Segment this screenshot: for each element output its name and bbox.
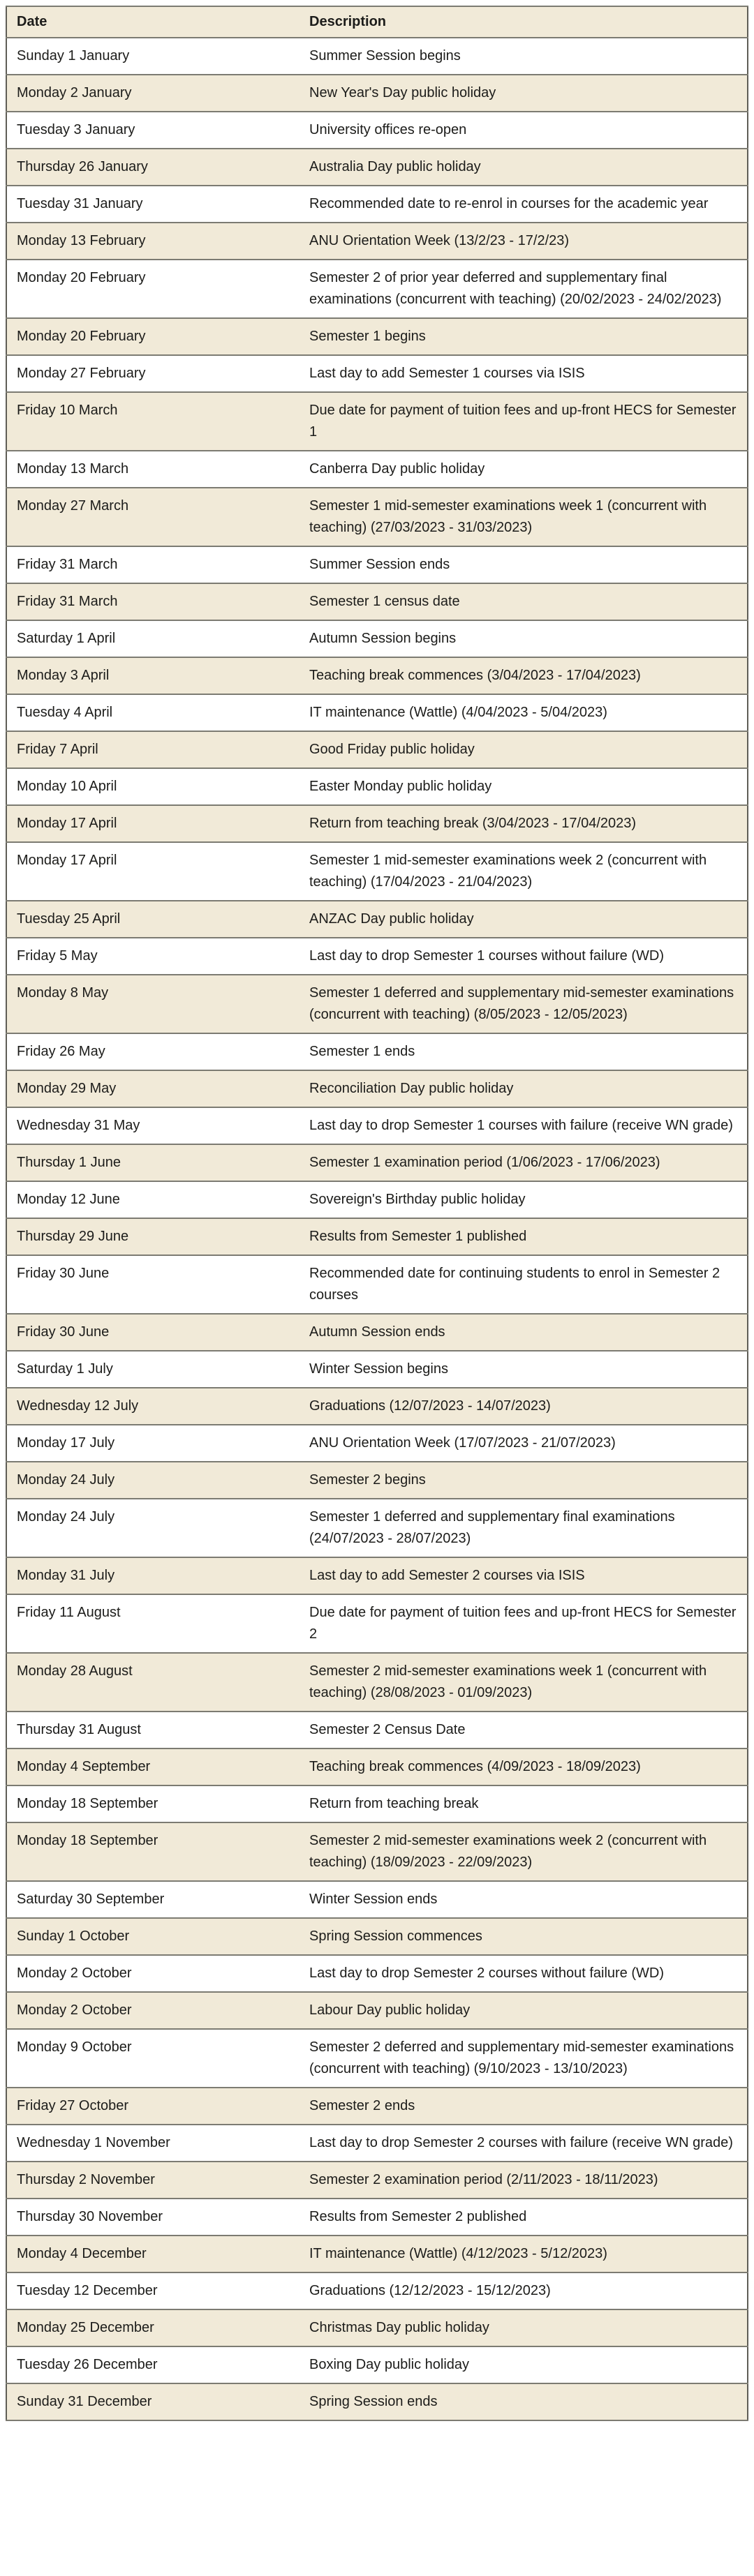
column-header-description: Description <box>300 6 748 38</box>
date-cell: Thursday 31 August <box>6 1712 300 1748</box>
date-cell: Monday 17 April <box>6 842 300 901</box>
date-cell: Monday 2 January <box>6 75 300 112</box>
table-row <box>6 1425 748 1462</box>
date-cell: Sunday 1 January <box>6 38 300 75</box>
date-cell: Saturday 30 September <box>6 1881 300 1918</box>
table-row <box>6 2029 748 2088</box>
date-cell: Monday 31 July <box>6 1557 300 1594</box>
date-cell: Friday 30 June <box>6 1255 300 1314</box>
table-row <box>6 1499 748 1557</box>
date-cell: Monday 13 March <box>6 451 300 488</box>
date-cell: Monday 27 February <box>6 355 300 392</box>
table-row <box>6 1033 748 1070</box>
description-cell: Good Friday public holiday <box>300 731 748 768</box>
table-row <box>6 938 748 975</box>
date-cell: Monday 18 September <box>6 1785 300 1822</box>
table-row <box>6 355 748 392</box>
table-row <box>6 2383 748 2420</box>
date-cell: Tuesday 12 December <box>6 2272 300 2309</box>
table-row <box>6 1388 748 1425</box>
header-row <box>6 6 748 38</box>
table-row <box>6 75 748 112</box>
description-cell: Last day to add Semester 1 courses via ISIS <box>300 355 748 392</box>
table-row <box>6 1070 748 1107</box>
description-cell: Winter Session begins <box>300 1351 748 1388</box>
description-cell: Semester 1 begins <box>300 318 748 355</box>
principal-dates-table <box>6 6 748 2421</box>
date-cell: Monday 2 October <box>6 1955 300 1992</box>
date-cell: Wednesday 1 November <box>6 2125 300 2162</box>
table-row <box>6 620 748 657</box>
date-cell: Thursday 29 June <box>6 1218 300 1255</box>
description-cell: Semester 1 examination period (1/06/2023 - 17/06/2023) <box>300 1144 748 1181</box>
table-row <box>6 731 748 768</box>
description-cell: Semester 1 deferred and supplementary mid-semester examinations (concurrent with teaching) (8/05/2023 - 12/05/2023) <box>300 975 748 1033</box>
description-cell: Return from teaching break <box>300 1785 748 1822</box>
table-row <box>6 1557 748 1594</box>
date-cell: Friday 30 June <box>6 1314 300 1351</box>
date-cell: Sunday 31 December <box>6 2383 300 2420</box>
table-row <box>6 2309 748 2346</box>
table-row <box>6 2125 748 2162</box>
table-row <box>6 975 748 1033</box>
date-cell: Wednesday 31 May <box>6 1107 300 1144</box>
date-cell: Friday 11 August <box>6 1594 300 1653</box>
description-cell: Due date for payment of tuition fees and up-front HECS for Semester 2 <box>300 1594 748 1653</box>
description-cell: Due date for payment of tuition fees and up-front HECS for Semester 1 <box>300 392 748 451</box>
date-cell: Monday 2 October <box>6 1992 300 2029</box>
description-cell: Easter Monday public holiday <box>300 768 748 805</box>
table-row <box>6 1748 748 1785</box>
table-row <box>6 1181 748 1218</box>
date-cell: Monday 27 March <box>6 488 300 546</box>
table-row <box>6 260 748 318</box>
description-cell: Christmas Day public holiday <box>300 2309 748 2346</box>
table-row <box>6 149 748 186</box>
date-cell: Monday 17 April <box>6 805 300 842</box>
description-cell: Last day to add Semester 2 courses via ISIS <box>300 1557 748 1594</box>
table-row <box>6 583 748 620</box>
table-row <box>6 1992 748 2029</box>
date-cell: Monday 17 July <box>6 1425 300 1462</box>
date-cell: Wednesday 12 July <box>6 1388 300 1425</box>
date-cell: Tuesday 31 January <box>6 186 300 223</box>
date-cell: Friday 10 March <box>6 392 300 451</box>
description-cell: Australia Day public holiday <box>300 149 748 186</box>
date-cell: Friday 7 April <box>6 731 300 768</box>
table-row <box>6 657 748 694</box>
table-row <box>6 2346 748 2383</box>
column-header-date: Date <box>6 6 300 38</box>
date-cell: Friday 5 May <box>6 938 300 975</box>
table-row <box>6 318 748 355</box>
table-row <box>6 2088 748 2125</box>
description-cell: Semester 2 mid-semester examinations week 2 (concurrent with teaching) (18/09/2023 - 22/09/2023) <box>300 1822 748 1881</box>
table-row <box>6 1918 748 1955</box>
description-cell: Semester 2 Census Date <box>300 1712 748 1748</box>
table-row <box>6 842 748 901</box>
date-cell: Friday 31 March <box>6 546 300 583</box>
date-cell: Monday 4 September <box>6 1748 300 1785</box>
date-cell: Saturday 1 July <box>6 1351 300 1388</box>
table-row <box>6 1107 748 1144</box>
description-cell: Semester 1 mid-semester examinations week 1 (concurrent with teaching) (27/03/2023 - 31/03/2023) <box>300 488 748 546</box>
table-row <box>6 1822 748 1881</box>
description-cell: Semester 2 examination period (2/11/2023 - 18/11/2023) <box>300 2162 748 2199</box>
description-cell: Semester 2 of prior year deferred and supplementary final examinations (concurrent with teaching) (20/02/2023 - 24/02/2023) <box>300 260 748 318</box>
description-cell: Autumn Session begins <box>300 620 748 657</box>
table-row <box>6 1144 748 1181</box>
date-cell: Friday 31 March <box>6 583 300 620</box>
date-cell: Thursday 26 January <box>6 149 300 186</box>
description-cell: Autumn Session ends <box>300 1314 748 1351</box>
description-cell: IT maintenance (Wattle) (4/12/2023 - 5/12/2023) <box>300 2236 748 2272</box>
date-cell: Monday 28 August <box>6 1653 300 1712</box>
description-cell: ANU Orientation Week (13/2/23 - 17/2/23) <box>300 223 748 260</box>
description-cell: New Year's Day public holiday <box>300 75 748 112</box>
table-row <box>6 392 748 451</box>
description-cell: University offices re-open <box>300 112 748 149</box>
table-row <box>6 1351 748 1388</box>
date-cell: Monday 4 December <box>6 2236 300 2272</box>
description-cell: Labour Day public holiday <box>300 1992 748 2029</box>
date-cell: Monday 20 February <box>6 260 300 318</box>
date-cell: Thursday 30 November <box>6 2199 300 2236</box>
table-row <box>6 2236 748 2272</box>
description-cell: Last day to drop Semester 2 courses without failure (WD) <box>300 1955 748 1992</box>
description-cell: Reconciliation Day public holiday <box>300 1070 748 1107</box>
description-cell: Summer Session begins <box>300 38 748 75</box>
description-cell: Boxing Day public holiday <box>300 2346 748 2383</box>
date-cell: Monday 8 May <box>6 975 300 1033</box>
description-cell: Spring Session commences <box>300 1918 748 1955</box>
description-cell: Last day to drop Semester 1 courses without failure (WD) <box>300 938 748 975</box>
date-cell: Monday 24 July <box>6 1499 300 1557</box>
description-cell: Canberra Day public holiday <box>300 451 748 488</box>
date-cell: Saturday 1 April <box>6 620 300 657</box>
date-cell: Monday 12 June <box>6 1181 300 1218</box>
table-row <box>6 1653 748 1712</box>
description-cell: Last day to drop Semester 1 courses with failure (receive WN grade) <box>300 1107 748 1144</box>
table-row <box>6 488 748 546</box>
description-cell: Semester 1 mid-semester examinations week 2 (concurrent with teaching) (17/04/2023 - 21/04/2023) <box>300 842 748 901</box>
description-cell: Semester 1 deferred and supplementary final examinations (24/07/2023 - 28/07/2023) <box>300 1499 748 1557</box>
description-cell: Summer Session ends <box>300 546 748 583</box>
table-row <box>6 694 748 731</box>
description-cell: Sovereign's Birthday public holiday <box>300 1181 748 1218</box>
date-cell: Monday 25 December <box>6 2309 300 2346</box>
description-cell: Semester 2 mid-semester examinations week 1 (concurrent with teaching) (28/08/2023 - 01/09/2023) <box>300 1653 748 1712</box>
table-row <box>6 2272 748 2309</box>
table-row <box>6 451 748 488</box>
table-row <box>6 223 748 260</box>
table-row <box>6 901 748 938</box>
date-cell: Friday 27 October <box>6 2088 300 2125</box>
description-cell: Winter Session ends <box>300 1881 748 1918</box>
description-cell: Semester 1 ends <box>300 1033 748 1070</box>
description-cell: Semester 2 ends <box>300 2088 748 2125</box>
date-cell: Thursday 1 June <box>6 1144 300 1181</box>
table-body <box>6 38 748 2420</box>
description-cell: Recommended date for continuing students to enrol in Semester 2 courses <box>300 1255 748 1314</box>
table-row <box>6 546 748 583</box>
date-cell: Tuesday 26 December <box>6 2346 300 2383</box>
description-cell: ANU Orientation Week (17/07/2023 - 21/07/2023) <box>300 1425 748 1462</box>
table-row <box>6 1785 748 1822</box>
table-row <box>6 1594 748 1653</box>
description-cell: Semester 1 census date <box>300 583 748 620</box>
table-row <box>6 1881 748 1918</box>
table-row <box>6 1462 748 1499</box>
table-row <box>6 186 748 223</box>
table-row <box>6 38 748 75</box>
table-row <box>6 112 748 149</box>
description-cell: Graduations (12/12/2023 - 15/12/2023) <box>300 2272 748 2309</box>
table-header <box>6 6 748 38</box>
table-row <box>6 1712 748 1748</box>
description-cell: Graduations (12/07/2023 - 14/07/2023) <box>300 1388 748 1425</box>
date-cell: Tuesday 25 April <box>6 901 300 938</box>
description-cell: Semester 2 deferred and supplementary mid-semester examinations (concurrent with teaching) (9/10/2023 - 13/10/2023) <box>300 2029 748 2088</box>
date-cell: Monday 18 September <box>6 1822 300 1881</box>
date-cell: Monday 3 April <box>6 657 300 694</box>
date-cell: Friday 26 May <box>6 1033 300 1070</box>
date-cell: Monday 10 April <box>6 768 300 805</box>
date-cell: Monday 24 July <box>6 1462 300 1499</box>
table-row <box>6 2162 748 2199</box>
description-cell: IT maintenance (Wattle) (4/04/2023 - 5/04/2023) <box>300 694 748 731</box>
description-cell: Recommended date to re-enrol in courses for the academic year <box>300 186 748 223</box>
description-cell: Semester 2 begins <box>300 1462 748 1499</box>
date-cell: Sunday 1 October <box>6 1918 300 1955</box>
table-row <box>6 1314 748 1351</box>
date-cell: Thursday 2 November <box>6 2162 300 2199</box>
table-row <box>6 1255 748 1314</box>
date-cell: Monday 20 February <box>6 318 300 355</box>
table-row <box>6 1218 748 1255</box>
table-row <box>6 1955 748 1992</box>
description-cell: ANZAC Day public holiday <box>300 901 748 938</box>
date-cell: Tuesday 4 April <box>6 694 300 731</box>
table-row <box>6 768 748 805</box>
date-cell: Monday 9 October <box>6 2029 300 2088</box>
table-row <box>6 2199 748 2236</box>
description-cell: Results from Semester 1 published <box>300 1218 748 1255</box>
table-row <box>6 805 748 842</box>
description-cell: Results from Semester 2 published <box>300 2199 748 2236</box>
description-cell: Spring Session ends <box>300 2383 748 2420</box>
date-cell: Monday 13 February <box>6 223 300 260</box>
description-cell: Last day to drop Semester 2 courses with failure (receive WN grade) <box>300 2125 748 2162</box>
date-cell: Tuesday 3 January <box>6 112 300 149</box>
description-cell: Teaching break commences (4/09/2023 - 18/09/2023) <box>300 1748 748 1785</box>
date-cell: Monday 29 May <box>6 1070 300 1107</box>
description-cell: Teaching break commences (3/04/2023 - 17/04/2023) <box>300 657 748 694</box>
description-cell: Return from teaching break (3/04/2023 - 17/04/2023) <box>300 805 748 842</box>
